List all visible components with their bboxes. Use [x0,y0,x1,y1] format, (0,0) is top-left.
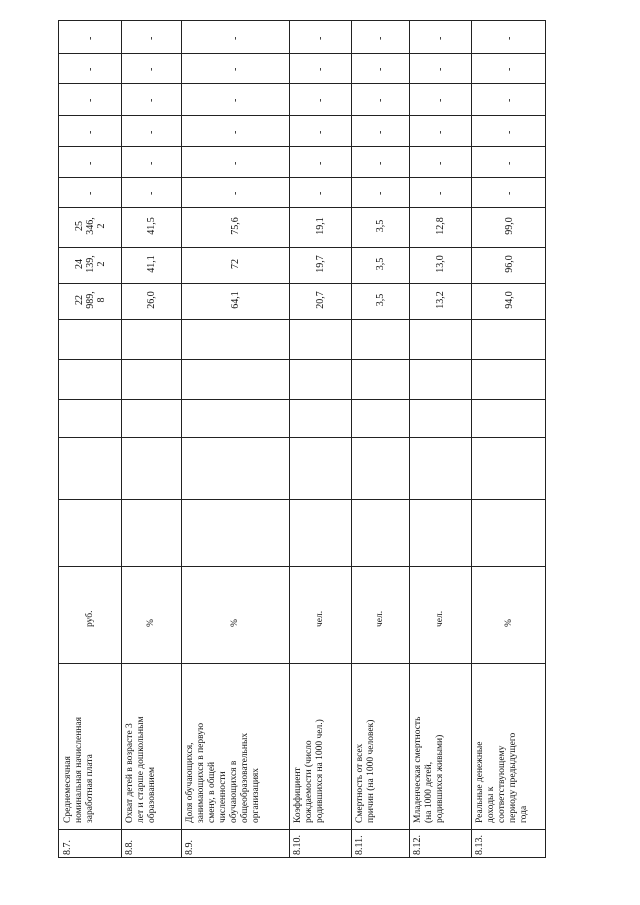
indicator-name-line: численности [218,771,228,823]
value-cell [435,211,446,241]
dash-cell: - [85,161,96,165]
column-divider [59,53,545,54]
value-line: 94,0 [503,291,515,309]
dash-cell: - [146,67,157,71]
indicator-name-line: доходы к [486,786,496,823]
value-line: 24 [73,259,85,269]
value-cell [504,211,515,241]
value-line: 12,8 [434,217,446,235]
indicator-name [185,667,262,823]
column-divider [59,207,545,208]
dash-cell: - [504,161,515,165]
indicator-name-line: Младенческая смертность [413,716,423,823]
indicator-name-line: (на 1000 детей, [424,761,434,823]
value-line: 2 [95,261,107,267]
dash-cell: - [375,98,386,102]
indicator-name-line: организациях [251,767,261,823]
value-cell [230,285,241,315]
value-line: 13,0 [434,255,446,273]
value-line: 26,0 [145,291,157,309]
row-number: 8.9. [184,840,195,855]
dash-cell: - [85,98,96,102]
column-divider [59,359,545,360]
value-line: 3,5 [374,257,386,271]
dash-cell: - [146,98,157,102]
value-line: 20,7 [314,291,326,309]
value-line: 22 [73,295,85,305]
value-cell [375,211,386,241]
value-cell [315,211,326,241]
dash-cell: - [504,36,515,40]
dash-cell: - [146,161,157,165]
indicator-name-line: общеобразовательных [240,732,250,823]
indicator-name [63,667,96,823]
indicator-name-line: года [519,805,529,823]
indicator-name-line: рождаемости (число [304,740,314,823]
column-divider [59,499,545,500]
value-line: 41,5 [145,217,157,235]
dash-cell: - [146,36,157,40]
dash-cell: - [85,36,96,40]
unit-label: чел. [375,610,385,627]
column-divider [59,829,545,830]
indicator-name [125,667,158,823]
value-cell [375,249,386,279]
dash-cell: - [85,130,96,134]
row-number: 8.13. [474,835,485,855]
dash-cell: - [504,191,515,195]
dash-cell: - [230,130,241,134]
dash-cell: - [435,191,446,195]
dash-cell: - [435,130,446,134]
indicator-name [475,667,530,823]
dash-cell: - [435,98,446,102]
dash-cell: - [146,130,157,134]
value-cell [230,211,241,241]
unit-label: руб. [85,610,95,627]
dash-cell: - [315,130,326,134]
indicator-name-line: Среднемесячная [63,756,73,823]
value-cell [315,285,326,315]
value-cell [315,249,326,279]
value-line: 19,1 [314,217,326,235]
dash-cell: - [375,130,386,134]
indicator-name-line: родившихся живыми) [435,734,445,823]
value-line: 3,5 [374,293,386,307]
dash-cell: - [375,191,386,195]
column-divider [59,177,545,178]
value-cell [504,249,515,279]
indicator-name-line: периоду предыдущего [508,732,518,823]
row-number: 8.8. [124,840,135,855]
indicator-name-line: Смертность от всех [355,743,365,823]
unit-label: % [504,618,514,627]
indicator-name [355,667,377,823]
column-divider [59,247,545,248]
indicator-name-line: Коэффициент [293,767,303,823]
value-cell [146,211,157,241]
unit-label: чел. [435,610,445,627]
value-line: 25 [73,221,85,231]
column-divider [59,146,545,147]
value-line: 64,1 [229,291,241,309]
value-cell [230,249,241,279]
indicator-name-line: соответствующему [497,745,507,823]
row-number: 8.11. [354,835,365,855]
rotated-table [58,20,546,858]
dash-cell: - [315,67,326,71]
indicator-name-line: Доля обучающихся, [185,742,195,823]
column-divider [59,115,545,116]
dash-cell: - [435,67,446,71]
value-line: 139, [84,255,96,273]
dash-cell: - [435,36,446,40]
value-cell [504,285,515,315]
value-line: 99,0 [503,217,515,235]
indicator-name-line: лет и старше дошкольным [136,716,146,823]
value-line: 346, [84,217,96,235]
value-cell [146,285,157,315]
value-cell [74,211,107,241]
value-line: 3,5 [374,219,386,233]
value-line: 2 [95,223,107,229]
indicator-name-line: номинальная начисленная [74,717,84,823]
value-line: 19,7 [314,255,326,273]
value-line: 989, [84,291,96,309]
value-line: 8 [95,297,107,303]
indicator-name [413,667,446,823]
dash-cell: - [315,36,326,40]
value-cell [435,285,446,315]
unit-label: % [146,618,156,627]
dash-cell: - [315,161,326,165]
dash-cell: - [315,191,326,195]
dash-cell: - [230,36,241,40]
value-line: 41,1 [145,255,157,273]
value-cell [375,285,386,315]
column-divider [59,83,545,84]
dash-cell: - [230,67,241,71]
indicator-name-line: Охват детей в возрасте 3 [125,723,135,823]
column-divider [59,663,545,664]
dash-cell: - [230,191,241,195]
dash-cell: - [230,161,241,165]
value-cell [435,249,446,279]
dash-cell: - [504,130,515,134]
unit-label: чел. [315,610,325,627]
unit-label: % [230,618,240,627]
indicator-name-line: причин (на 1000 человек) [366,719,376,823]
indicator-name-line: заработная плата [85,754,95,823]
indicator-name-line: занимающихся в первую [196,722,206,823]
dash-cell: - [85,191,96,195]
dash-cell: - [435,161,446,165]
dash-cell: - [375,36,386,40]
value-line: 13,2 [434,291,446,309]
row-number: 8.10. [292,835,303,855]
dash-cell: - [85,67,96,71]
dash-cell: - [504,67,515,71]
indicator-name-line: обучающихся в [229,760,239,823]
value-line: 96,0 [503,255,515,273]
column-divider [59,437,545,438]
column-divider [59,566,545,567]
indicator-name-line: Реальные денежные [475,741,485,823]
value-cell [74,285,107,315]
column-divider [59,283,545,284]
dash-cell: - [146,191,157,195]
value-line: 75,6 [229,217,241,235]
indicator-name [293,667,326,823]
value-cell [146,249,157,279]
indicator-name-line: образованием [147,767,157,823]
dash-cell: - [230,98,241,102]
row-number: 8.7. [62,840,73,855]
dash-cell: - [375,161,386,165]
value-line: 72 [229,259,241,269]
value-cell [74,249,107,279]
indicator-name-line: смену, в общей [207,761,217,823]
dash-cell: - [375,67,386,71]
column-divider [59,399,545,400]
column-divider [59,319,545,320]
indicator-name-line: родившихся на 1000 чел.) [315,719,325,823]
dash-cell: - [315,98,326,102]
dash-cell: - [504,98,515,102]
row-number: 8.12. [412,835,423,855]
